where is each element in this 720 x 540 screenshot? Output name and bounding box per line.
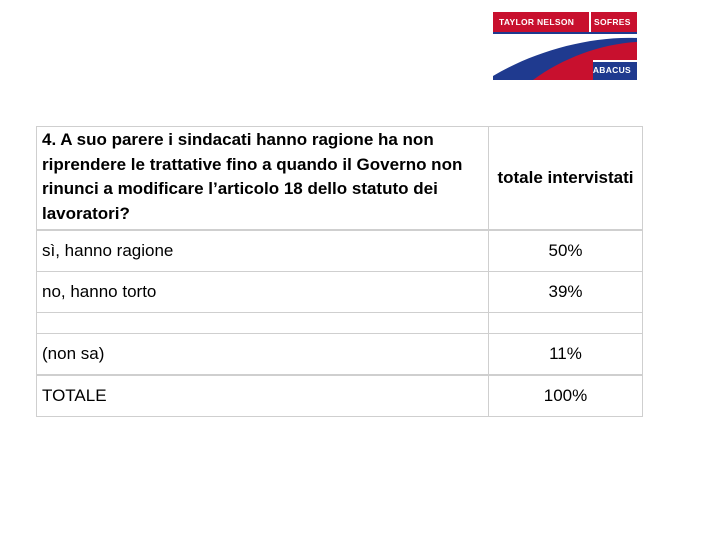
table-row-empty	[37, 313, 643, 334]
logo-text-sofres: SOFRES	[594, 17, 631, 27]
row-label: sì, hanno ragione	[37, 230, 489, 272]
table-row	[37, 230, 643, 272]
survey-results-table	[36, 126, 643, 417]
logo-text-taylor-nelson: TAYLOR NELSON	[499, 17, 575, 27]
question-text: 4. A suo parere i sindacati hanno ragione ha non riprendere le trattative fino a quando il Governo non rinunci a modificare l’articolo 18 dello statuto dei lavoratori?	[37, 127, 489, 231]
row-label: (non sa)	[37, 334, 489, 376]
row-label	[37, 313, 489, 334]
table-row	[37, 334, 643, 376]
row-value: 100%	[489, 375, 643, 417]
row-value: 50%	[489, 230, 643, 272]
row-value: 11%	[489, 334, 643, 376]
tns-abacus-logo	[493, 12, 637, 80]
row-label: no, hanno torto	[37, 272, 489, 313]
column-header-totale-intervistati: totale intervistati	[489, 127, 643, 231]
row-value	[489, 313, 643, 334]
row-label: TOTALE	[37, 375, 489, 417]
row-value: 39%	[489, 272, 643, 313]
logo-text-abacus: ABACUS	[592, 65, 631, 75]
table-header-row	[37, 127, 643, 231]
table-row-total	[37, 375, 643, 417]
table-row	[37, 272, 643, 313]
